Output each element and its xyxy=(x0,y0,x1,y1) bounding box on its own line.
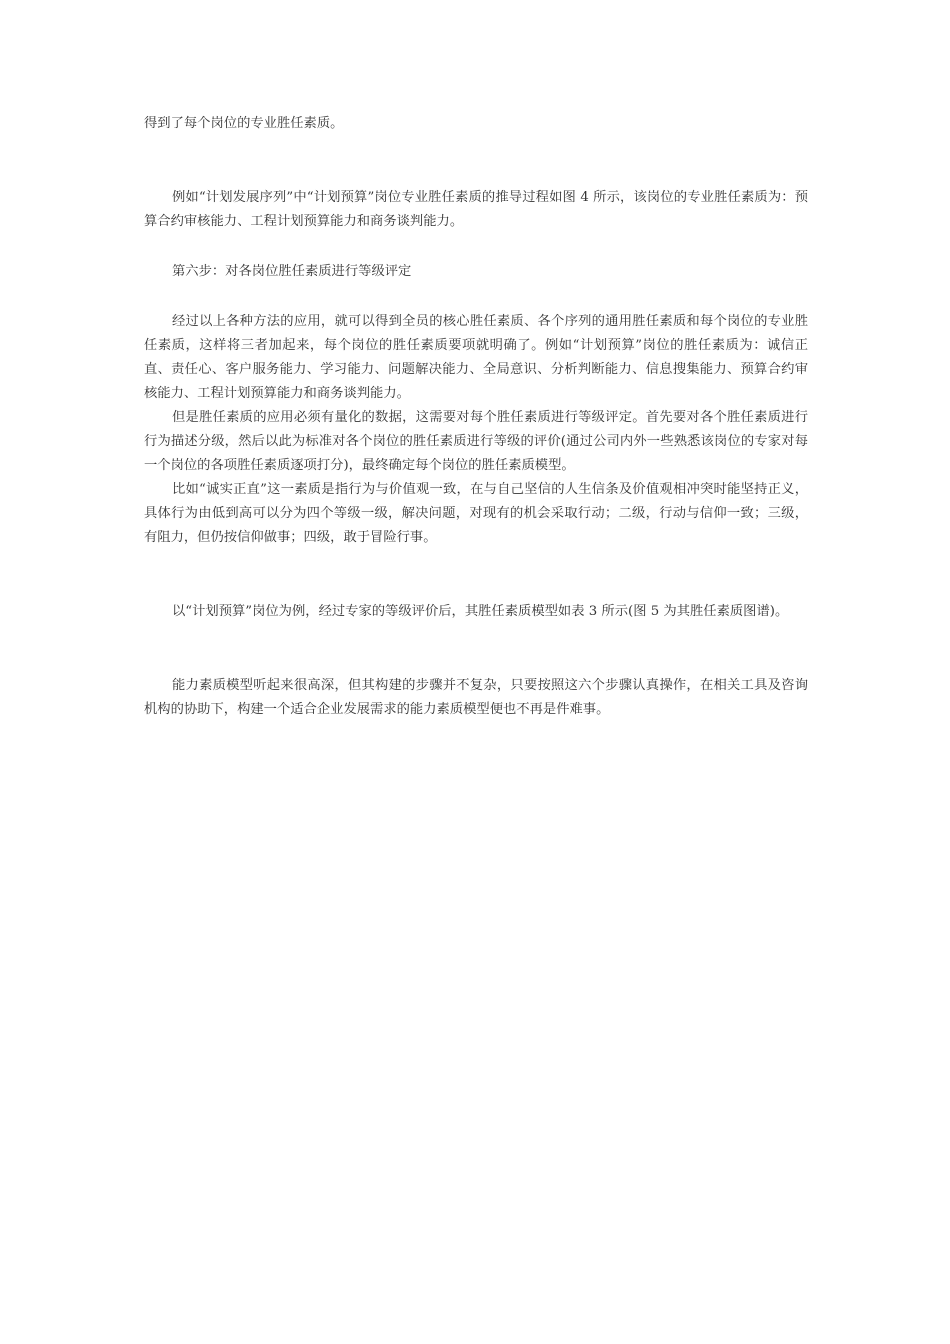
paragraph-competency-summary: 经过以上各种方法的应用，就可以得到全员的核心胜任素质、各个序列的通用胜任素质和每个岗位的专业胜任素质，这样将三者加起来，每个岗位的胜任素质要项就明确了。例如“计划预算”岗位的胜任素质为：诚信正直、责任心、客户服务能力、学习能力、问题解决能力、全局意识、分析判断能力、信息搜集能力、预算合约审核能力、工程计划预算能力和商务谈判能力。 xyxy=(144,314,808,401)
paragraph-table-reference: 以“计划预算”岗位为例，经过专家的等级评价后，其胜任素质模型如表 3 所示(图 5 为其胜任素质图谱)。 xyxy=(172,604,789,619)
document-body xyxy=(144,112,808,722)
paragraph-conclusion: 能力素质模型听起来很高深，但其构建的步骤并不复杂，只要按照这六个步骤认真操作，在相关工具及咨询机构的协助下，构建一个适合企业发展需求的能力素质模型便也不再是件难事。 xyxy=(144,678,808,717)
paragraph-continuation: 得到了每个岗位的专业胜任素质。 xyxy=(144,116,344,131)
paragraph-integrity-example: 比如“诚实正直”这一素质是指行为与价值观一致，在与自己坚信的人生信条及价值观相冲突时能坚持正义，具体行为由低到高可以分为四个等级一级，解决问题，对现有的机会采取行动；二级，行动与信仰一致；三级，有阻力，但仍按信仰做事；四级，敢于冒险行事。 xyxy=(144,482,808,545)
paragraph-example-derivation: 例如“计划发展序列”中“计划预算”岗位专业胜任素质的推导过程如图 4 所示，该岗位的专业胜任素质为：预算合约审核能力、工程计划预算能力和商务谈判能力。 xyxy=(144,190,808,229)
section-heading-step-six: 第六步：对各岗位胜任素质进行等级评定 xyxy=(172,264,412,279)
paragraph-quantification: 但是胜任素质的应用必须有量化的数据，这需要对每个胜任素质进行等级评定。首先要对各个胜任素质进行行为描述分级，然后以此为标准对各个岗位的胜任素质进行等级的评价(通过公司内外一些熟悉该岗位的专家对每一个岗位的各项胜任素质逐项打分)，最终确定每个岗位的胜任素质模型。 xyxy=(144,410,808,473)
